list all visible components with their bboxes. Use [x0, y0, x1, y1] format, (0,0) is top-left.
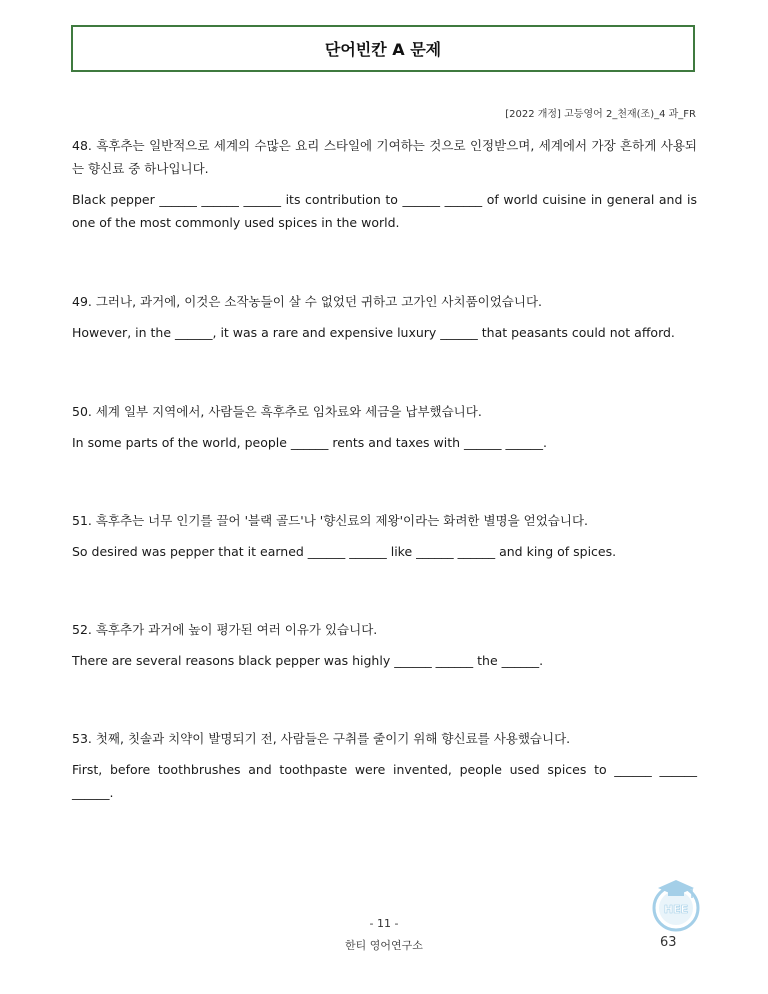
question-52 [72, 618, 697, 672]
page-title: 단어빈칸 A 문제 [324, 40, 442, 59]
question-korean: 49. 그러나, 과거에, 이것은 소작농들이 살 수 없었던 귀하고 고가인 사치품이었습니다. [72, 294, 543, 309]
question-english: In some parts of the world, people ______ rents and taxes with ______ ______. [72, 435, 547, 450]
question-53 [72, 727, 697, 804]
question-korean: 53. 첫째, 칫솔과 치약이 발명되기 전, 사람들은 구취를 줄이기 위해 향신료를 사용했습니다. [72, 731, 571, 746]
question-50 [72, 400, 697, 454]
question-english: Black pepper ______ ______ ______ its contribution to ______ ______ of world cuisine in general and is one of the most commonly used spices in the world. [72, 192, 697, 230]
source-label: [2022 개정] 고등영어 2_천재(조)_4 과_FR [505, 109, 696, 120]
question-51 [72, 509, 697, 563]
question-english: There are several reasons black pepper was highly ______ ______ the ______. [72, 653, 544, 668]
question-korean: 52. 흑후추가 과거에 높이 평가된 여러 이유가 있습니다. [72, 622, 378, 637]
question-korean: 48. 흑후추는 일반적으로 세계의 수많은 요리 스타일에 기여하는 것으로 인정받으며, 세계에서 가장 흔하게 사용되는 향신료 중 하나입니다. [72, 138, 697, 176]
question-48 [72, 134, 697, 234]
title-box [71, 25, 695, 72]
page-number: - 11 - [369, 917, 399, 930]
question-korean: 51. 흑후추는 너무 인기를 끌어 '블랙 골드'나 '향신료의 제왕'이라는 화려한 별명을 얻었습니다. [72, 513, 589, 528]
question-english: First, before toothbrushes and toothpaste were invented, people used spices to ______ ______ ______. [72, 762, 697, 800]
logo-text: HEE [663, 903, 689, 916]
organization-name: 한티 영어연구소 [345, 939, 423, 952]
question-korean: 50. 세계 일부 지역에서, 사람들은 흑후추로 임차료와 세금을 납부했습니다. [72, 404, 482, 419]
question-english: So desired was pepper that it earned ______ ______ like ______ ______ and king of spices. [72, 544, 617, 559]
corner-number: 63 [660, 935, 677, 950]
question-49 [72, 290, 697, 344]
question-english: However, in the ______, it was a rare and expensive luxury ______ that peasants could not afford. [72, 325, 675, 340]
